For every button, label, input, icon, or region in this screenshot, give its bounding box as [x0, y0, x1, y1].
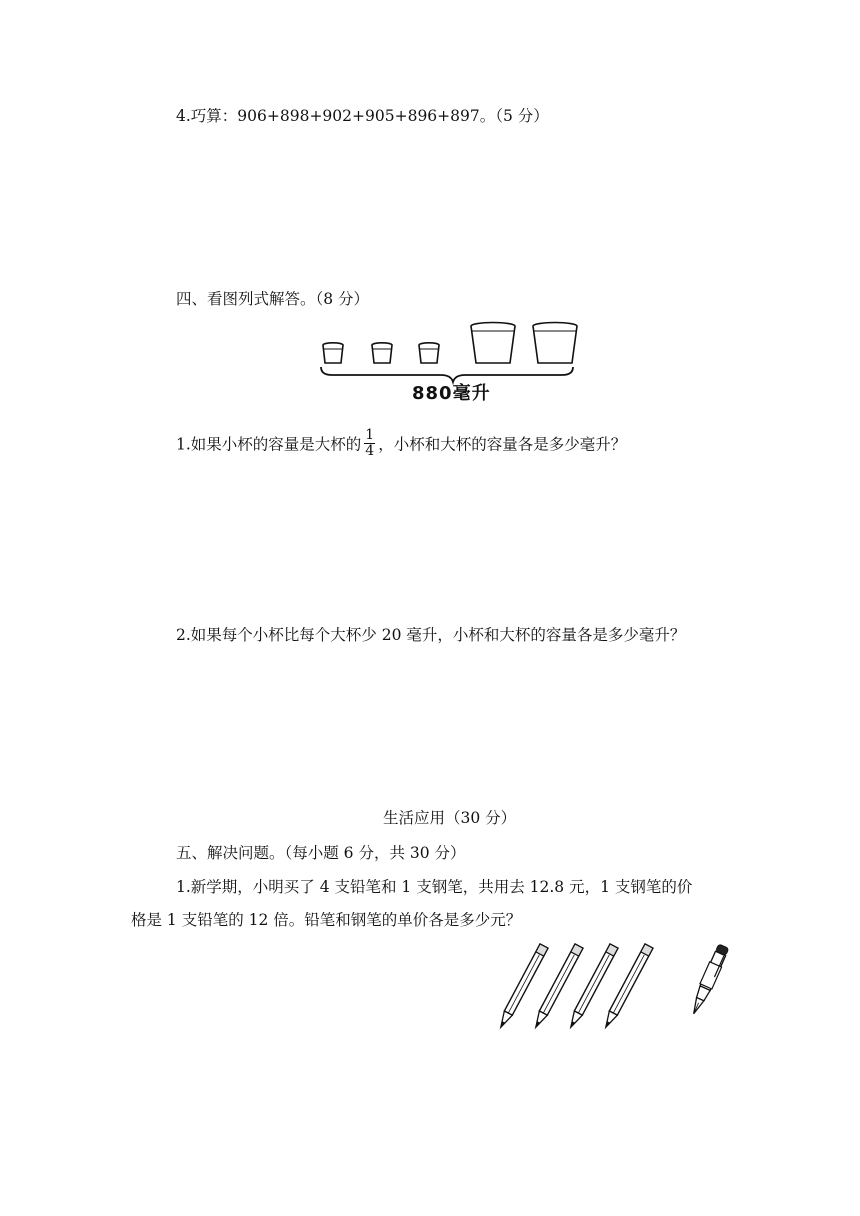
section-4-question-2: 2.如果每个小杯比每个大杯少 20 毫升，小杯和大杯的容量各是多少毫升？	[176, 626, 686, 644]
fraction-denominator: 4	[365, 443, 375, 459]
fountain-pen-icon	[688, 944, 730, 1017]
fraction	[364, 428, 375, 459]
q1-text-before: 1.如果小杯的容量是大杯的	[176, 435, 362, 454]
fraction-numerator: 1	[365, 427, 375, 443]
pencils-and-pen-figure	[498, 942, 738, 1042]
q1-text-after: ，小杯和大杯的容量各是多少毫升？	[378, 435, 627, 454]
figure-label: 880毫升	[412, 383, 491, 404]
small-cup-icon	[323, 343, 343, 363]
section-5-heading: 五、解决问题。（每小题 6 分，共 30 分）	[176, 844, 466, 862]
small-cup-icon	[419, 343, 439, 363]
section-4-question-1	[176, 427, 627, 461]
section-5-question-1-line-2: 格是 1 支铅笔的 12 倍。铅笔和钢笔的单价各是多少元？	[131, 911, 522, 929]
question-4-text: 4.巧算：906+898+902+905+896+897。（5 分）	[176, 107, 549, 125]
section-4-heading: 四、看图列式解答。（8 分）	[176, 290, 370, 308]
section-5-question-1-line-1: 1.新学期，小明买了 4 支铅笔和 1 支钢笔，共用去 12.8 元，1 支钢笔的价	[176, 878, 693, 896]
small-cup-icon	[372, 343, 392, 363]
big-cup-icon	[471, 323, 515, 364]
life-application-title: 生活应用（30 分）	[383, 809, 517, 827]
brace	[321, 367, 573, 382]
big-cup-icon	[533, 323, 577, 364]
